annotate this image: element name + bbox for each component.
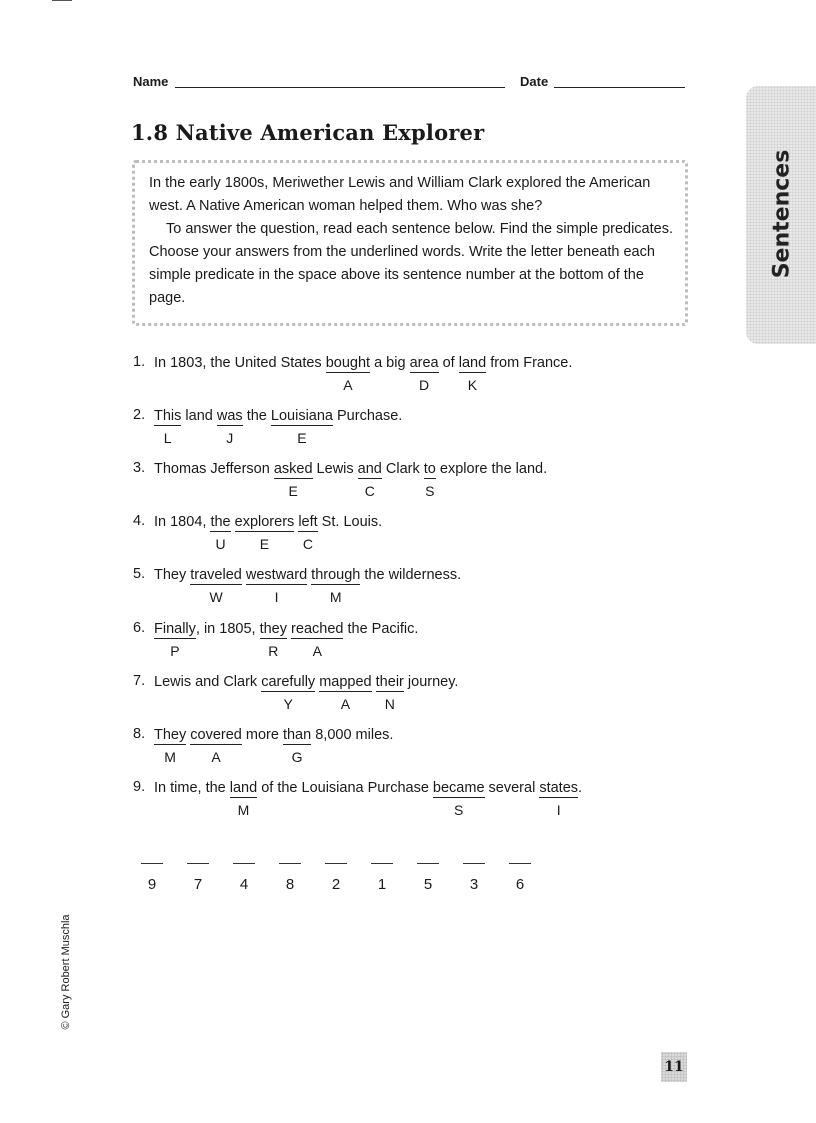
answer-slot (137, 858, 167, 893)
underlined-word: they R (259, 621, 288, 659)
answer-slot (367, 858, 397, 893)
choice-letter: E (297, 430, 307, 446)
underlined-word: land K (458, 355, 487, 393)
underlined-word: became S (432, 780, 485, 818)
answer-blank[interactable] (371, 863, 393, 864)
answer-number: 9 (147, 876, 157, 893)
underlined-word: They M (154, 727, 187, 765)
choice-letter: M (164, 749, 176, 765)
section-tab-label: Sentences (769, 149, 795, 279)
sentence-number: 3. (133, 460, 146, 476)
underlined-word: Louisiana E (270, 408, 333, 446)
underlined-word: area D (409, 355, 439, 393)
choice-letter: A (211, 749, 221, 765)
choice-letter: M (237, 802, 250, 818)
answer-blank[interactable] (187, 863, 209, 864)
sentence-number: 2. (133, 407, 146, 423)
answer-number: 3 (469, 876, 479, 893)
choice-letter: M (329, 589, 342, 605)
answer-slot (321, 858, 351, 893)
underlined-word: Finally P (154, 621, 196, 659)
sentence-text: Thomas Jefferson asked E Lewis and C Clark to S explore the land. (154, 461, 548, 499)
underlined-word: the U (210, 514, 231, 552)
choice-letter: D (419, 377, 430, 393)
copyright: © Gary Robert Muschla (60, 914, 72, 1030)
choice-letter: E (288, 483, 298, 499)
sentence-number: 7. (133, 673, 146, 689)
underlined-word: covered A (190, 727, 242, 765)
underlined-word: left C (298, 514, 318, 552)
name-date-header (133, 74, 685, 94)
answer-number: 8 (285, 876, 295, 893)
sentence-text: They traveled W westward I through M the wilderness. (154, 567, 462, 605)
answer-number: 1 (377, 876, 387, 893)
underlined-word: to S (423, 461, 436, 499)
underlined-word: their N (375, 674, 404, 712)
answer-blank[interactable] (509, 863, 531, 864)
answer-number: 4 (239, 876, 249, 893)
choice-letter: K (467, 377, 478, 393)
choice-letter: E (259, 536, 270, 552)
underlined-word: reached A (291, 621, 344, 659)
underlined-word: explorers E (234, 514, 295, 552)
choice-letter: I (274, 589, 279, 605)
underlined-word: asked E (273, 461, 313, 499)
sentence-text: In 1803, the United States bought A a big area D of land K from France. (154, 355, 573, 393)
underlined-word: carefully Y (261, 674, 316, 712)
instructions-paragraph-2: To answer the question, read each sentence below. Find the simple predicates. Choose your answers from the underlined words. Write the letter beneath each simple predicate in the space above its sentence number at the bottom of the page. (149, 221, 673, 306)
sentence-number: 5. (133, 566, 146, 582)
underlined-word: westward I (245, 567, 308, 605)
choice-letter: A (340, 696, 351, 712)
underlined-word: mapped A (319, 674, 372, 712)
instructions-paragraph-1: In the early 1800s, Meriwether Lewis and William Clark explored the American west. A Native American woman helped them. Who was she? (149, 175, 651, 214)
choice-letter: C (302, 536, 314, 552)
underlined-word: through M (311, 567, 361, 605)
answer-number: 6 (515, 876, 525, 893)
choice-letter: G (291, 749, 303, 765)
page-number: 11 (661, 1052, 687, 1082)
answer-number: 7 (193, 876, 203, 893)
date-label: Date (520, 74, 549, 89)
answer-slot (413, 858, 443, 893)
answer-blank[interactable] (141, 863, 163, 864)
sentence-text: In 1804, the U explorers E left C St. Louis. (154, 514, 383, 552)
answer-slot (505, 858, 535, 893)
choice-letter: S (454, 802, 464, 818)
choice-letter: N (384, 696, 395, 712)
instructions-text (149, 172, 674, 310)
answer-blank[interactable] (463, 863, 485, 864)
choice-letter: I (556, 802, 561, 818)
answer-slot (183, 858, 213, 893)
sentence-number: 4. (133, 513, 146, 529)
date-field[interactable] (554, 87, 685, 88)
sentence-number: 6. (133, 620, 146, 636)
choice-letter: S (425, 483, 435, 499)
choice-letter: U (215, 536, 226, 552)
answer-slot (229, 858, 259, 893)
sentence-text: This L land was J the Louisiana E Purchase. (154, 408, 403, 446)
name-field[interactable] (175, 87, 505, 88)
answer-slot (459, 858, 489, 893)
name-label: Name (133, 74, 169, 89)
underlined-word: bought A (325, 355, 371, 393)
underlined-word: was J (216, 408, 243, 446)
underlined-word: traveled W (190, 567, 242, 605)
underlined-word: land M (229, 780, 258, 818)
underlined-word: than G (282, 727, 312, 765)
answer-number: 5 (423, 876, 433, 893)
underlined-word: states I (539, 780, 579, 818)
choice-letter: P (170, 643, 180, 659)
choice-letter: Y (283, 696, 293, 712)
choice-letter: L (163, 430, 172, 446)
sentence-text: In time, the land M of the Louisiana Purchase became S several states I . (154, 780, 583, 818)
choice-letter: C (364, 483, 375, 499)
answer-blank[interactable] (279, 863, 301, 864)
answer-blank[interactable] (417, 863, 439, 864)
answer-blank[interactable] (233, 863, 255, 864)
choice-letter: A (343, 377, 353, 393)
choice-letter: A (312, 643, 322, 659)
sentence-text: They M covered A more than G 8,000 miles. (154, 727, 394, 765)
choice-letter: R (268, 643, 279, 659)
sentence-text: Lewis and Clark carefully Y mapped A their N journey. (154, 674, 459, 712)
answer-row (137, 858, 557, 898)
underlined-word: and C (357, 461, 382, 499)
choice-letter: W (209, 589, 223, 605)
sentence-text: Finally P , in 1805, they R reached A the Pacific. (154, 621, 419, 659)
answer-blank[interactable] (325, 863, 347, 864)
sentence-number: 9. (133, 779, 146, 795)
answer-slot (275, 858, 305, 893)
page-title: 1.8 Native American Explorer (131, 120, 485, 145)
sentence-number: 1. (133, 354, 146, 370)
sentence-number: 8. (133, 726, 146, 742)
underlined-word: This L (154, 408, 182, 446)
answer-number: 2 (331, 876, 341, 893)
choice-letter: J (226, 430, 234, 446)
crop-mark (52, 0, 72, 1)
